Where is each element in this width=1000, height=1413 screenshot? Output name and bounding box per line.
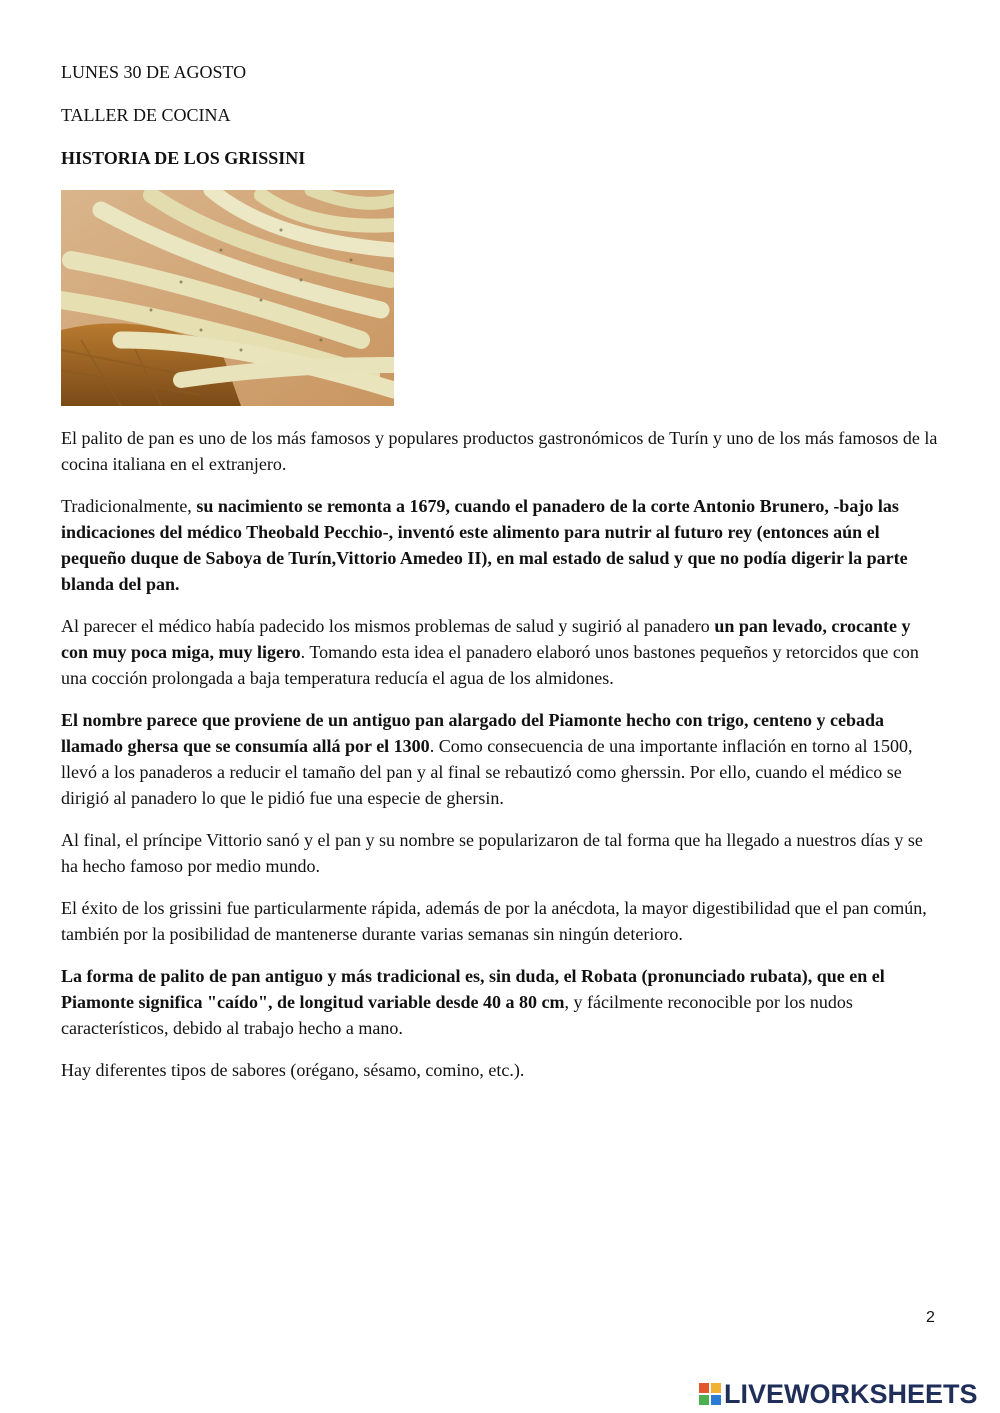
page-title: HISTORIA DE LOS GRISSINI bbox=[61, 148, 306, 168]
text-run: . Como consecuencia de una importante inflación en torno al 1500, llevó a los panaderos a reducir el tamaño del pan y al final se rebautizó como gherssin. Por ello, cuando el médico se dirigió al panadero lo que le pidió fue una especie de ghersin. bbox=[61, 736, 913, 808]
text-run: , y fácilmente reconocible por los nudos característicos, debido al trabajo hecho a mano. bbox=[61, 992, 853, 1038]
text-run: El éxito de los grissini fue particularmente rápida, además de por la anécdota, la mayor digestibilidad que el pan común, también por la posibilidad de mantenerse durante varias semanas sin ningún deterioro. bbox=[61, 898, 927, 944]
paragraph bbox=[61, 493, 941, 597]
paragraph bbox=[61, 613, 941, 691]
paragraph bbox=[61, 707, 941, 811]
liveworksheets-icon bbox=[698, 1382, 722, 1406]
text-run: Al parecer el médico había padecido los mismos problemas de salud y sugirió al panadero bbox=[61, 616, 715, 636]
paragraph bbox=[61, 425, 941, 477]
paragraph bbox=[61, 895, 941, 947]
paragraph bbox=[61, 1057, 941, 1083]
brand-name: LIVEWORKSHEETS bbox=[724, 1378, 978, 1409]
paragraph bbox=[61, 963, 941, 1041]
page-number: 2 bbox=[926, 1309, 935, 1326]
workshop-line: TALLER DE COCINA bbox=[61, 105, 231, 125]
text-run: Tradicionalmente, bbox=[61, 496, 197, 516]
article-body bbox=[61, 425, 941, 1099]
date-line: LUNES 30 DE AGOSTO bbox=[61, 62, 247, 82]
grissini-photo bbox=[61, 190, 394, 406]
bold-text: un pan levado, crocante y con muy poca miga, muy ligero bbox=[61, 616, 911, 662]
text-run: Al final, el príncipe Vittorio sanó y el pan y su nombre se popularizaron de tal forma que ha llegado a nuestros días y se ha hecho famoso por medio mundo. bbox=[61, 830, 923, 876]
bold-text: su nacimiento se remonta a 1679, cuando el panadero de la corte Antonio Brunero, -bajo las indicaciones del médico Theobald Pecchio-, inventó este alimento para nutrir al futuro rey (entonces aún el pequeño duque de Saboya de Turín,Vittorio Amedeo II), en mal estado de salud y que no podía digerir la parte blanda del pan. bbox=[61, 496, 908, 594]
text-run: Hay diferentes tipos de sabores (orégano, sésamo, comino, etc.). bbox=[61, 1060, 525, 1080]
paragraph bbox=[61, 827, 941, 879]
text-run: El palito de pan es uno de los más famosos y populares productos gastronómicos de Turín y uno de los más famosos de la cocina italiana en el extranjero. bbox=[61, 428, 938, 474]
liveworksheets-logo[interactable] bbox=[698, 1379, 978, 1409]
text-run: . Tomando esta idea el panadero elaboró unos bastones pequeños y retorcidos que con una cocción prolongada a baja temperatura reducía el agua de los almidones. bbox=[61, 642, 919, 688]
bold-text: El nombre parece que proviene de un antiguo pan alargado del Piamonte hecho con trigo, centeno y cebada llamado ghersa que se consumía allá por el 1300 bbox=[61, 710, 885, 756]
bold-text: La forma de palito de pan antiguo y más tradicional es, sin duda, el Robata (pronunciado rubata), que en el Piamonte significa "caído", de longitud variable desde 40 a 80 cm bbox=[61, 966, 885, 1012]
